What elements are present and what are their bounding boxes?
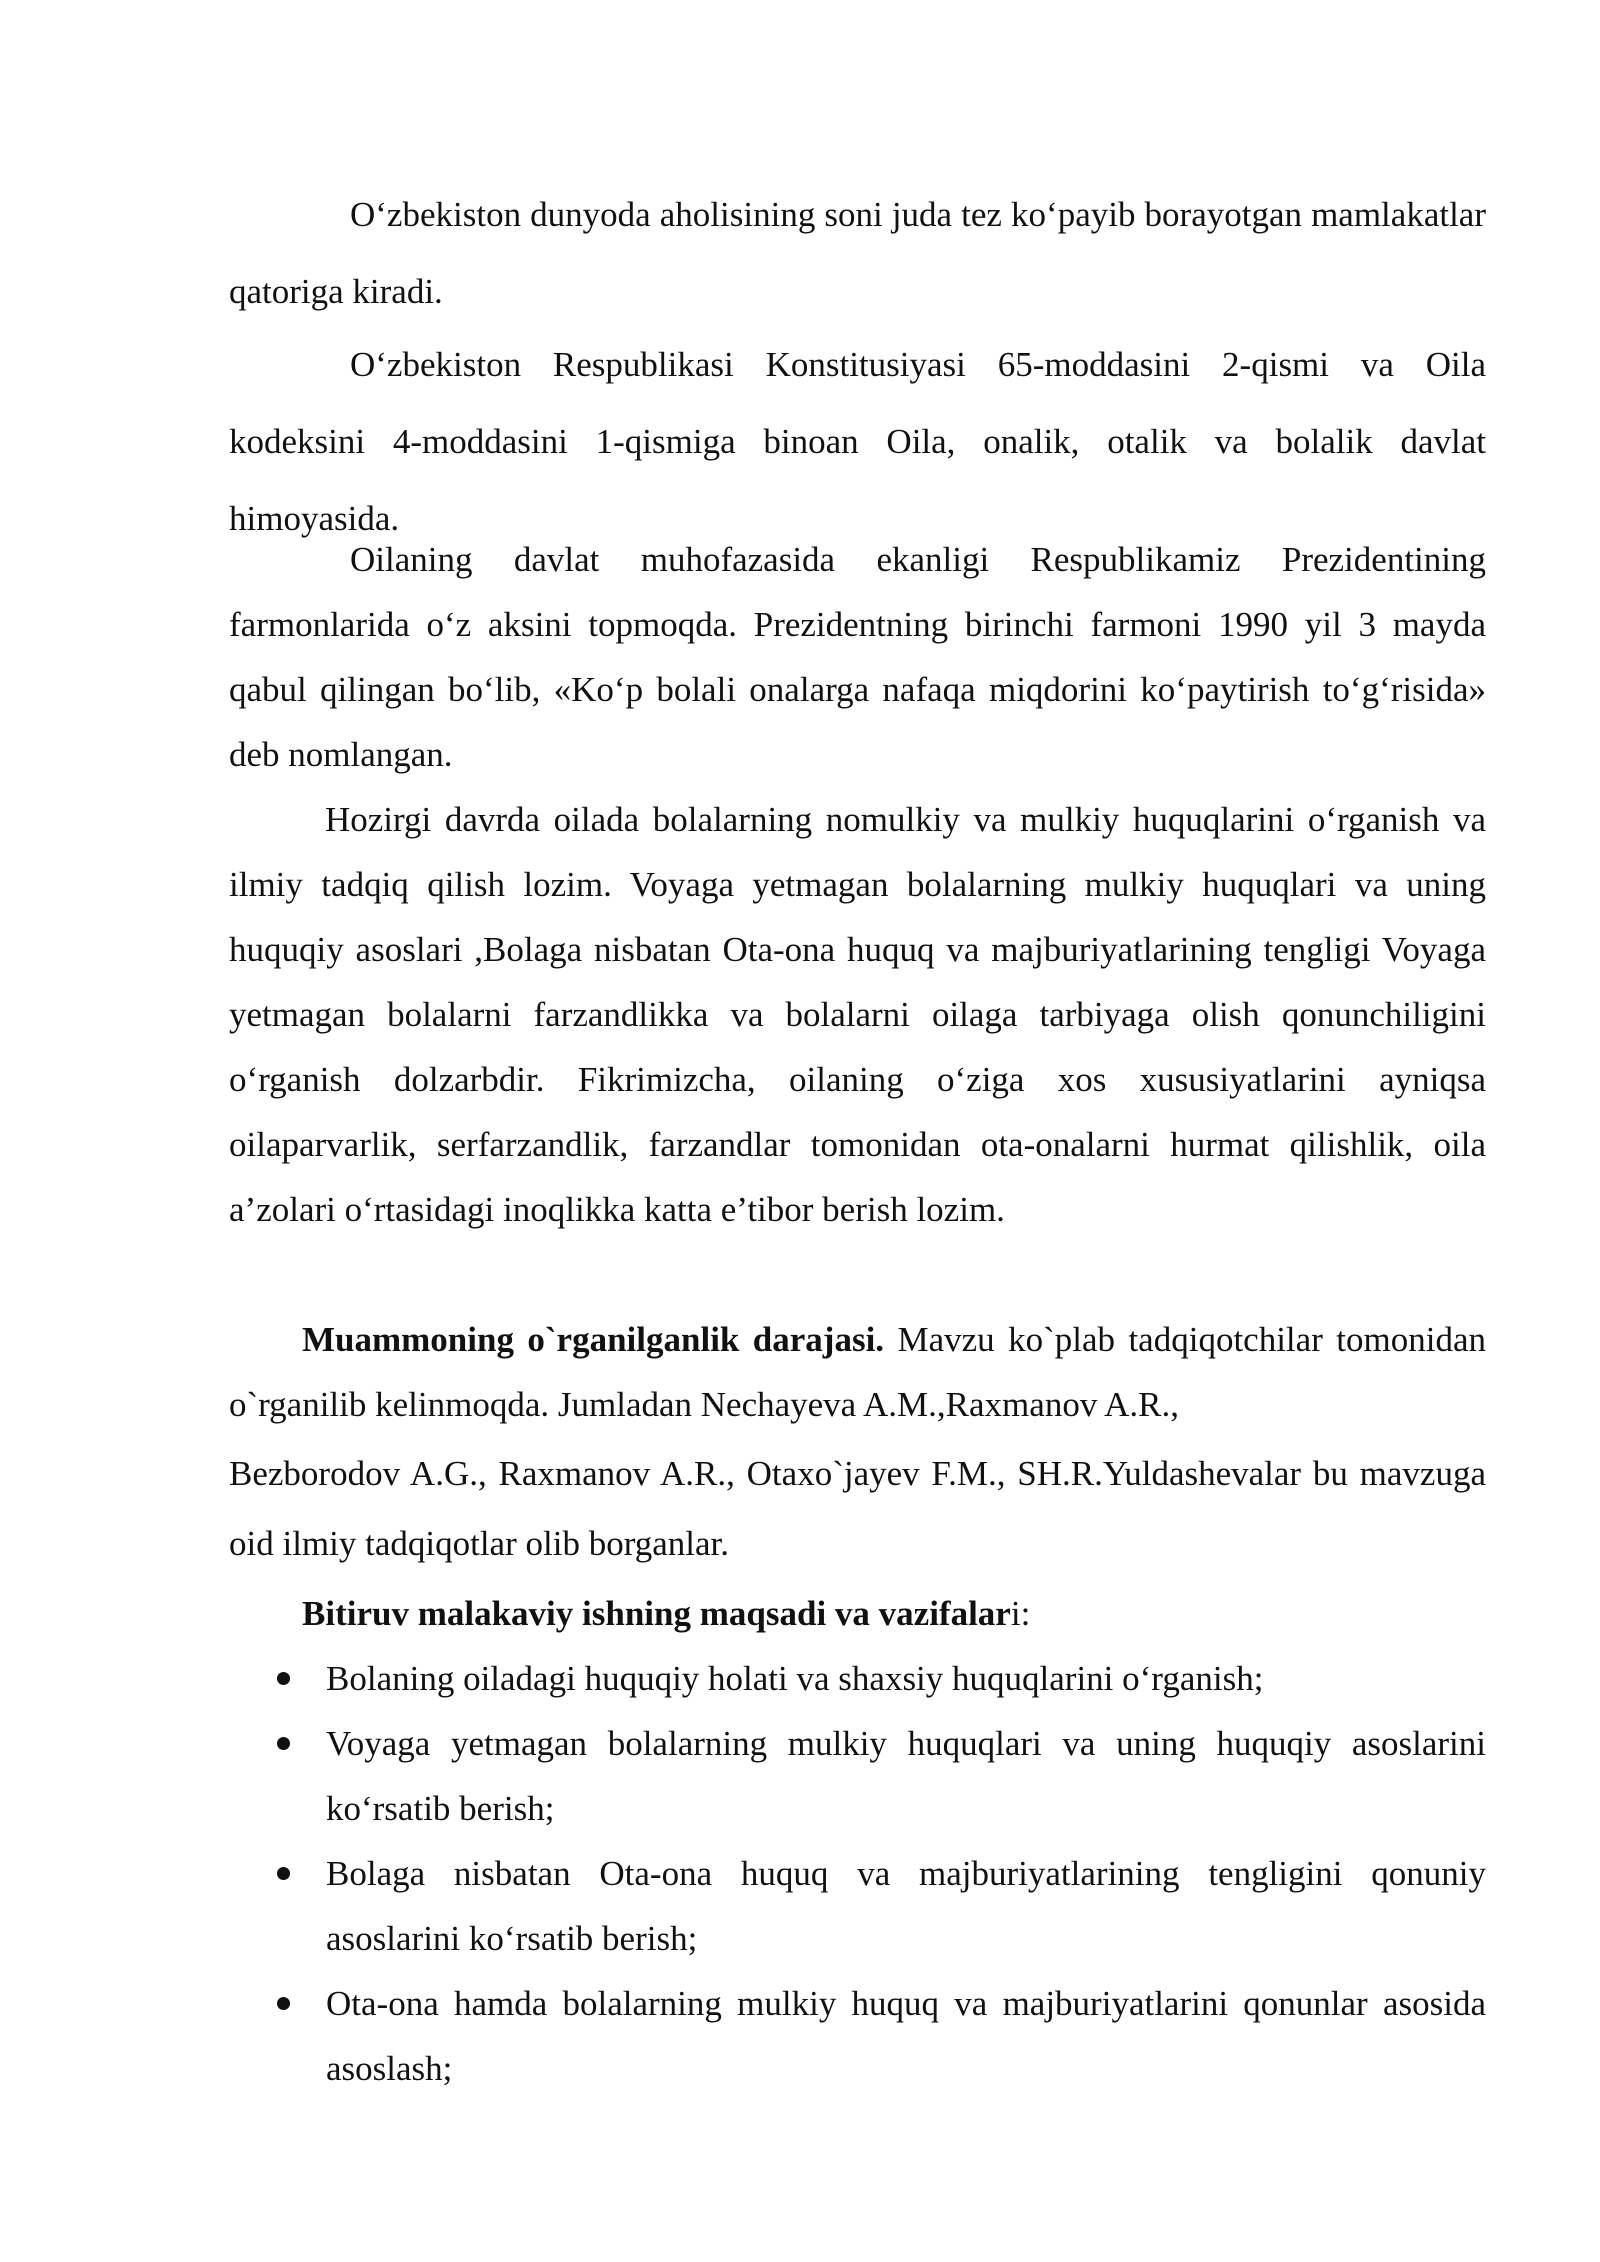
research-degree-heading: Muammoning o`rganilganlik darajasi. <box>302 1320 885 1359</box>
goals-list <box>229 1646 1486 2101</box>
paragraph-constitution: O‘zbekiston Respublikasi Konstitusiyasi 65-moddasini 2-qismi va Oila kodeksini 4-moddasini 1-qismiga binoan Oila, onalik, otalik va bolalik davlat himoyasida. <box>229 345 1486 538</box>
goals-list-item-text: Ota-ona hamda bolalarning mulkiy huquq va majburiyatlarini qonunlar asosida asoslash; <box>326 1984 1486 2088</box>
goals-list-item <box>229 1971 1486 2101</box>
paragraph-research-degree <box>229 1307 1486 1437</box>
goals-heading <box>229 1581 1486 1646</box>
paragraph-relevance: Hozirgi davrda oilada bolalarning nomulkiy va mulkiy huquqlarini o‘rganish va ilmiy tadqiq qilish lozim. Voyaga yetmagan bolalarning mulkiy huquqlari va uning huquqiy asoslari ,Bolaga nisbatan Ota-ona huquq va majburiyatlarining tengligi Voyaga yetmagan bolalarni farzandlikka va bolalarni oilaga tarbiyaga olish qonunchiligini o‘rganish dolzarbdir. Fikrimizcha, oilaning o‘ziga xos xususiyatlarini ayniqsa oilaparvarlik, serfarzandlik, farzandlar tomonidan ota-onalarni hurmat qilishlik, oila a’zolari o‘rtasidagi inoqlikka katta e’tibor berish lozim. <box>229 800 1486 1229</box>
paragraph-researchers: Bezborodov A.G., Raxmanov A.R., Otaxo`jayev F.M., SH.R.Yuldashevalar bu mavzuga oid ilmiy tadqiqotlar olib borganlar. <box>229 1454 1486 1563</box>
paragraph-population: O‘zbekiston dunyoda aholisining soni juda tez ko‘payib borayotgan mamlakatlar qatoriga kiradi. <box>229 195 1486 311</box>
bullet-icon <box>277 1737 290 1750</box>
paragraph-presidential-decree: Oilaning davlat muhofazasida ekanligi Respublikamiz Prezidentining farmonlarida o‘z aksini topmoqda. Prezidentning birinchi farmoni 1990 yil 3 mayda qabul qilingan bo‘lib, «Ko‘p bolali onalarga nafaqa miqdorini ko‘paytirish to‘g‘risida» deb nomlangan. <box>229 540 1486 774</box>
goals-heading-suffix: i: <box>1010 1594 1031 1633</box>
goals-list-item-text: Bolaning oiladagi huquqiy holati va shaxsiy huquqlarini o‘rganish; <box>326 1659 1264 1698</box>
goals-list-item <box>229 1711 1486 1841</box>
research-degree-text: Mavzu ko`plab tadqiqotchilar tomonidan o`rganilib kelinmoqda. Jumladan Nechayeva A.M.,Raxmanov A.R., <box>229 1320 1486 1424</box>
goals-heading-bold: Bitiruv malakaviy ishning maqsadi va vazifalar <box>302 1594 1011 1633</box>
bullet-icon <box>277 1672 290 1685</box>
goals-list-item-text: Bolaga nisbatan Ota-ona huquq va majburiyatlarining tengligini qonuniy asoslarini ko‘rsatib berish; <box>326 1854 1486 1958</box>
goals-list-item <box>229 1841 1486 1971</box>
goals-list-item-text: Voyaga yetmagan bolalarning mulkiy huquqlari va uning huquqiy asoslarini ko‘rsatib berish; <box>326 1724 1486 1828</box>
bullet-icon <box>277 1997 290 2010</box>
bullet-icon <box>277 1867 290 1880</box>
goals-list-item <box>229 1646 1486 1711</box>
